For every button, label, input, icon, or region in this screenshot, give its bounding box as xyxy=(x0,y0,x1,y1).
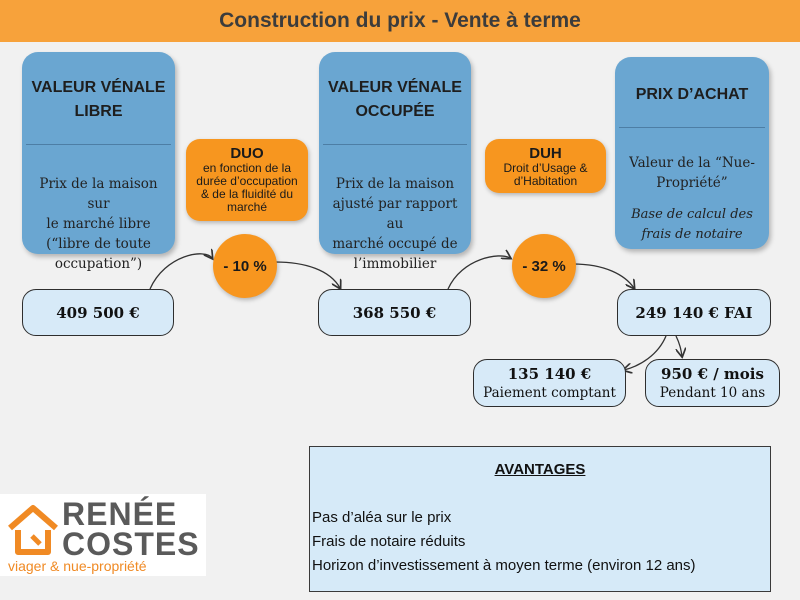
avantages-item: Horizon d’investissement à moyen terme (environ 12 ans) xyxy=(312,557,696,574)
discount-circle-first: - 10 % xyxy=(213,234,277,298)
house-icon xyxy=(6,502,60,556)
value-amount: 135 140 € xyxy=(507,365,592,383)
card-line: le marché libre xyxy=(46,216,151,232)
card-title: PRIX D’ACHAT xyxy=(635,86,749,103)
value-amount: 950 € / mois xyxy=(661,365,764,383)
card-title-line-1: VALEUR VÉNALE xyxy=(31,79,166,96)
discount-circle-second: - 32 % xyxy=(512,234,576,298)
brand-logo xyxy=(0,494,206,576)
card-note-line: frais de notaire xyxy=(641,227,743,242)
logo-word-1: RENÉE xyxy=(62,496,178,532)
arrow-occupee-to-achat-2 xyxy=(573,264,634,288)
card-title-line-2: OCCUPÉE xyxy=(355,103,435,120)
tag-line: en fonction de la xyxy=(202,161,292,175)
tag-line: durée d’occupation xyxy=(196,174,298,188)
card-line: Valeur de la “Nue- xyxy=(629,155,755,171)
value-label: Paiement comptant xyxy=(483,385,616,401)
tag-title: DUO xyxy=(230,145,264,162)
card-line: ajusté par rapport au xyxy=(332,196,458,232)
avantages-item: Frais de notaire réduits xyxy=(312,533,466,550)
tag-line: d’Habitation xyxy=(513,174,578,188)
value-mensuel xyxy=(645,359,780,407)
avantages-item: Pas d’aléa sur le prix xyxy=(312,509,452,526)
card-line: (“libre de toute xyxy=(46,236,151,252)
value-occupee: 368 550 € xyxy=(318,289,471,336)
card-line: Prix de la maison sur xyxy=(39,176,158,212)
card-note-line: Base de calcul des xyxy=(631,207,753,222)
tag-line: Droit d’Usage & xyxy=(503,161,588,175)
tag-line: marché xyxy=(226,200,267,214)
tag-line: & de la fluidité du xyxy=(200,187,294,201)
card-line: Propriété” xyxy=(656,175,728,191)
arrow-libre-to-occupee xyxy=(150,254,212,289)
avantages-title: AVANTAGES xyxy=(494,461,586,478)
card-line: marché occupé de xyxy=(332,236,458,252)
logo-word-2: COSTES xyxy=(62,526,200,562)
arrow-occupee-to-achat xyxy=(448,256,510,289)
card-line: Prix de la maison xyxy=(335,176,455,192)
value-comptant xyxy=(473,359,626,407)
arrow-libre-to-occupee-2 xyxy=(275,262,340,288)
tag-title: DUH xyxy=(529,145,562,162)
value-label: Pendant 10 ans xyxy=(659,385,766,401)
logo-tagline: viager & nue-propriété xyxy=(8,558,147,574)
arrow-achat-to-mensuel xyxy=(676,336,682,356)
card-line: l’immobilier xyxy=(353,256,437,272)
card-line: occupation”) xyxy=(54,256,143,272)
avantages-box xyxy=(309,446,771,592)
card-title-line-2: LIBRE xyxy=(74,103,123,120)
value-achat: 249 140 € FAI xyxy=(617,289,771,336)
value-libre: 409 500 € xyxy=(22,289,174,336)
page-title: Construction du prix - Vente à terme xyxy=(219,9,581,32)
card-title-line-1: VALEUR VÉNALE xyxy=(328,79,462,96)
